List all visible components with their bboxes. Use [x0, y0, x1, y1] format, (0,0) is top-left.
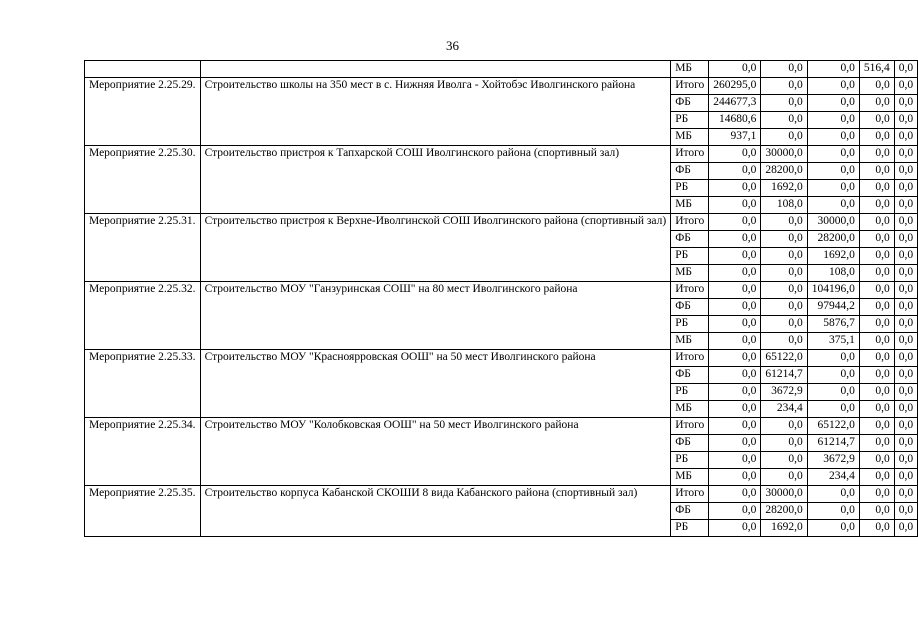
amount-cell: 0,0 [807, 503, 859, 520]
amount-cell: 0,0 [709, 180, 761, 197]
amount-cell: 0,0 [709, 61, 761, 78]
funding-source-cell: ФБ [671, 435, 709, 452]
measure-code-cell: Мероприятие 2.25.30. [85, 146, 201, 214]
amount-cell: 0,0 [859, 248, 894, 265]
amount-cell: 0,0 [709, 367, 761, 384]
measure-code-cell: Мероприятие 2.25.34. [85, 418, 201, 486]
measure-code-cell: Мероприятие 2.25.33. [85, 350, 201, 418]
amount-cell: 0,0 [859, 401, 894, 418]
funding-source-cell: ФБ [671, 503, 709, 520]
amount-cell: 0,0 [859, 418, 894, 435]
amount-cell: 0,0 [709, 435, 761, 452]
amount-cell: 14680,6 [709, 112, 761, 129]
amount-cell: 0,0 [859, 384, 894, 401]
amount-cell: 0,0 [894, 333, 917, 350]
amount-cell: 108,0 [807, 265, 859, 282]
amount-cell: 0,0 [709, 503, 761, 520]
amount-cell: 61214,7 [807, 435, 859, 452]
amount-cell: 0,0 [761, 214, 807, 231]
amount-cell: 0,0 [761, 452, 807, 469]
amount-cell: 0,0 [807, 520, 859, 537]
amount-cell: 0,0 [761, 282, 807, 299]
funding-source-cell: Итого [671, 486, 709, 503]
funding-source-cell: ФБ [671, 367, 709, 384]
amount-cell: 0,0 [859, 367, 894, 384]
amount-cell: 0,0 [709, 333, 761, 350]
amount-cell: 0,0 [761, 435, 807, 452]
amount-cell: 0,0 [859, 282, 894, 299]
amount-cell: 0,0 [761, 129, 807, 146]
funding-source-cell: ФБ [671, 231, 709, 248]
amount-cell: 0,0 [894, 95, 917, 112]
amount-cell: 0,0 [894, 231, 917, 248]
amount-cell: 0,0 [709, 248, 761, 265]
amount-cell: 0,0 [894, 316, 917, 333]
funding-source-cell: РБ [671, 452, 709, 469]
page-number: 36 [446, 38, 459, 53]
table-row [85, 418, 918, 435]
funding-source-cell: РБ [671, 180, 709, 197]
amount-cell: 0,0 [894, 435, 917, 452]
measure-description-cell: Строительство МОУ "Красноярровская ООШ" на 50 мест Иволгинского района [200, 350, 671, 418]
amount-cell: 0,0 [709, 384, 761, 401]
amount-cell: 937,1 [709, 129, 761, 146]
amount-cell: 0,0 [894, 520, 917, 537]
amount-cell: 0,0 [709, 214, 761, 231]
measure-code-cell: Мероприятие 2.25.35. [85, 486, 201, 537]
amount-cell: 0,0 [859, 435, 894, 452]
amount-cell: 0,0 [859, 112, 894, 129]
amount-cell: 0,0 [859, 520, 894, 537]
amount-cell: 0,0 [894, 299, 917, 316]
amount-cell: 0,0 [709, 231, 761, 248]
amount-cell: 0,0 [761, 248, 807, 265]
amount-cell: 28200,0 [761, 163, 807, 180]
funding-source-cell: МБ [671, 61, 709, 78]
amount-cell: 0,0 [807, 180, 859, 197]
amount-cell: 0,0 [894, 129, 917, 146]
amount-cell: 0,0 [761, 95, 807, 112]
amount-cell: 104196,0 [807, 282, 859, 299]
amount-cell: 0,0 [859, 163, 894, 180]
amount-cell: 0,0 [859, 350, 894, 367]
amount-cell: 0,0 [807, 146, 859, 163]
table-row [85, 350, 918, 367]
amount-cell: 234,4 [761, 401, 807, 418]
amount-cell: 0,0 [807, 197, 859, 214]
amount-cell: 0,0 [709, 197, 761, 214]
amount-cell: 30000,0 [761, 486, 807, 503]
amount-cell: 0,0 [761, 316, 807, 333]
amount-cell: 61214,7 [761, 367, 807, 384]
amount-cell: 30000,0 [761, 146, 807, 163]
measure-code-cell: Мероприятие 2.25.32. [85, 282, 201, 350]
amount-cell: 3672,9 [761, 384, 807, 401]
amount-cell: 0,0 [894, 112, 917, 129]
table-row [85, 214, 918, 231]
amount-cell: 1692,0 [761, 180, 807, 197]
amount-cell: 244677,3 [709, 95, 761, 112]
amount-cell: 0,0 [859, 146, 894, 163]
amount-cell: 0,0 [894, 401, 917, 418]
measure-code-cell: Мероприятие 2.25.31. [85, 214, 201, 282]
amount-cell: 0,0 [894, 486, 917, 503]
amount-cell: 0,0 [761, 112, 807, 129]
budget-table [84, 60, 918, 537]
amount-cell: 0,0 [709, 486, 761, 503]
amount-cell: 0,0 [859, 197, 894, 214]
amount-cell: 0,0 [894, 282, 917, 299]
amount-cell: 0,0 [761, 333, 807, 350]
amount-cell: 0,0 [894, 384, 917, 401]
table-row [85, 486, 918, 503]
amount-cell: 0,0 [709, 299, 761, 316]
amount-cell: 0,0 [859, 129, 894, 146]
amount-cell: 0,0 [761, 78, 807, 95]
table-row [85, 78, 918, 95]
amount-cell: 0,0 [894, 265, 917, 282]
amount-cell: 0,0 [859, 180, 894, 197]
table-row [85, 146, 918, 163]
amount-cell: 0,0 [807, 350, 859, 367]
funding-source-cell: РБ [671, 316, 709, 333]
funding-source-cell: Итого [671, 350, 709, 367]
amount-cell: 1692,0 [807, 248, 859, 265]
amount-cell: 0,0 [894, 214, 917, 231]
funding-source-cell: ФБ [671, 95, 709, 112]
amount-cell: 0,0 [807, 486, 859, 503]
amount-cell: 0,0 [894, 469, 917, 486]
amount-cell: 65122,0 [761, 350, 807, 367]
funding-source-cell: РБ [671, 248, 709, 265]
amount-cell: 0,0 [761, 469, 807, 486]
amount-cell: 0,0 [807, 95, 859, 112]
measure-code-cell [85, 61, 201, 78]
amount-cell: 0,0 [894, 146, 917, 163]
amount-cell: 0,0 [709, 520, 761, 537]
funding-source-cell: РБ [671, 384, 709, 401]
amount-cell: 0,0 [859, 231, 894, 248]
funding-source-cell: МБ [671, 333, 709, 350]
amount-cell: 0,0 [709, 146, 761, 163]
measure-description-cell: Строительство пристроя к Верхне-Иволгинской СОШ Иволгинского района (спортивный зал) [200, 214, 671, 282]
amount-cell: 0,0 [807, 384, 859, 401]
funding-source-cell: МБ [671, 401, 709, 418]
amount-cell: 0,0 [709, 350, 761, 367]
amount-cell: 0,0 [894, 197, 917, 214]
funding-source-cell: Итого [671, 78, 709, 95]
funding-source-cell: РБ [671, 520, 709, 537]
amount-cell: 97944,2 [807, 299, 859, 316]
table-row [85, 61, 918, 78]
funding-source-cell: РБ [671, 112, 709, 129]
amount-cell: 0,0 [709, 316, 761, 333]
amount-cell: 0,0 [761, 265, 807, 282]
amount-cell: 0,0 [807, 78, 859, 95]
funding-source-cell: ФБ [671, 299, 709, 316]
amount-cell: 0,0 [859, 333, 894, 350]
amount-cell: 0,0 [859, 299, 894, 316]
amount-cell: 0,0 [859, 452, 894, 469]
amount-cell: 0,0 [761, 299, 807, 316]
amount-cell: 108,0 [761, 197, 807, 214]
amount-cell: 0,0 [894, 78, 917, 95]
amount-cell: 0,0 [859, 316, 894, 333]
amount-cell: 0,0 [894, 452, 917, 469]
measure-description-cell [200, 61, 671, 78]
amount-cell: 0,0 [859, 503, 894, 520]
amount-cell: 0,0 [859, 265, 894, 282]
amount-cell: 0,0 [894, 163, 917, 180]
amount-cell: 0,0 [894, 248, 917, 265]
amount-cell: 0,0 [807, 129, 859, 146]
amount-cell: 260295,0 [709, 78, 761, 95]
amount-cell: 0,0 [894, 61, 917, 78]
amount-cell: 0,0 [894, 418, 917, 435]
funding-source-cell: МБ [671, 129, 709, 146]
amount-cell: 0,0 [859, 95, 894, 112]
amount-cell: 0,0 [894, 503, 917, 520]
amount-cell: 3672,9 [807, 452, 859, 469]
table-row [85, 282, 918, 299]
amount-cell: 0,0 [709, 163, 761, 180]
amount-cell: 0,0 [807, 112, 859, 129]
funding-source-cell: Итого [671, 146, 709, 163]
amount-cell: 0,0 [894, 180, 917, 197]
amount-cell: 28200,0 [761, 503, 807, 520]
amount-cell: 0,0 [709, 282, 761, 299]
amount-cell: 0,0 [761, 61, 807, 78]
amount-cell: 0,0 [859, 78, 894, 95]
amount-cell: 0,0 [709, 401, 761, 418]
measure-description-cell: Строительство МОУ "Колобковская ООШ" на 50 мест Иволгинского района [200, 418, 671, 486]
measure-description-cell: Строительство корпуса Кабанской СКОШИ 8 вида Кабанского района (спортивный зал) [200, 486, 671, 537]
amount-cell: 0,0 [761, 418, 807, 435]
amount-cell: 0,0 [894, 350, 917, 367]
funding-source-cell: МБ [671, 265, 709, 282]
measure-code-cell: Мероприятие 2.25.29. [85, 78, 201, 146]
funding-source-cell: МБ [671, 197, 709, 214]
amount-cell: 28200,0 [807, 231, 859, 248]
amount-cell: 0,0 [894, 367, 917, 384]
amount-cell: 234,4 [807, 469, 859, 486]
amount-cell: 0,0 [807, 163, 859, 180]
amount-cell: 0,0 [709, 418, 761, 435]
measure-description-cell: Строительство школы на 350 мест в с. Нижняя Иволга - Хойтобэс Иволгинского района [200, 78, 671, 146]
amount-cell: 0,0 [761, 231, 807, 248]
amount-cell: 5876,7 [807, 316, 859, 333]
amount-cell: 30000,0 [807, 214, 859, 231]
amount-cell: 0,0 [859, 486, 894, 503]
amount-cell: 375,1 [807, 333, 859, 350]
funding-source-cell: Итого [671, 282, 709, 299]
budget-table-body [85, 61, 918, 537]
amount-cell: 0,0 [859, 469, 894, 486]
measure-description-cell: Строительство МОУ "Ганзуринская СОШ" на 80 мест Иволгинского района [200, 282, 671, 350]
amount-cell: 0,0 [709, 469, 761, 486]
amount-cell: 0,0 [709, 452, 761, 469]
funding-source-cell: Итого [671, 418, 709, 435]
amount-cell: 516,4 [859, 61, 894, 78]
amount-cell: 0,0 [859, 214, 894, 231]
amount-cell: 0,0 [807, 367, 859, 384]
amount-cell: 65122,0 [807, 418, 859, 435]
amount-cell: 0,0 [709, 265, 761, 282]
measure-description-cell: Строительство пристроя к Тапхарской СОШ Иволгинского района (спортивный зал) [200, 146, 671, 214]
funding-source-cell: Итого [671, 214, 709, 231]
funding-source-cell: ФБ [671, 163, 709, 180]
amount-cell: 1692,0 [761, 520, 807, 537]
amount-cell: 0,0 [807, 61, 859, 78]
funding-source-cell: МБ [671, 469, 709, 486]
amount-cell: 0,0 [807, 401, 859, 418]
